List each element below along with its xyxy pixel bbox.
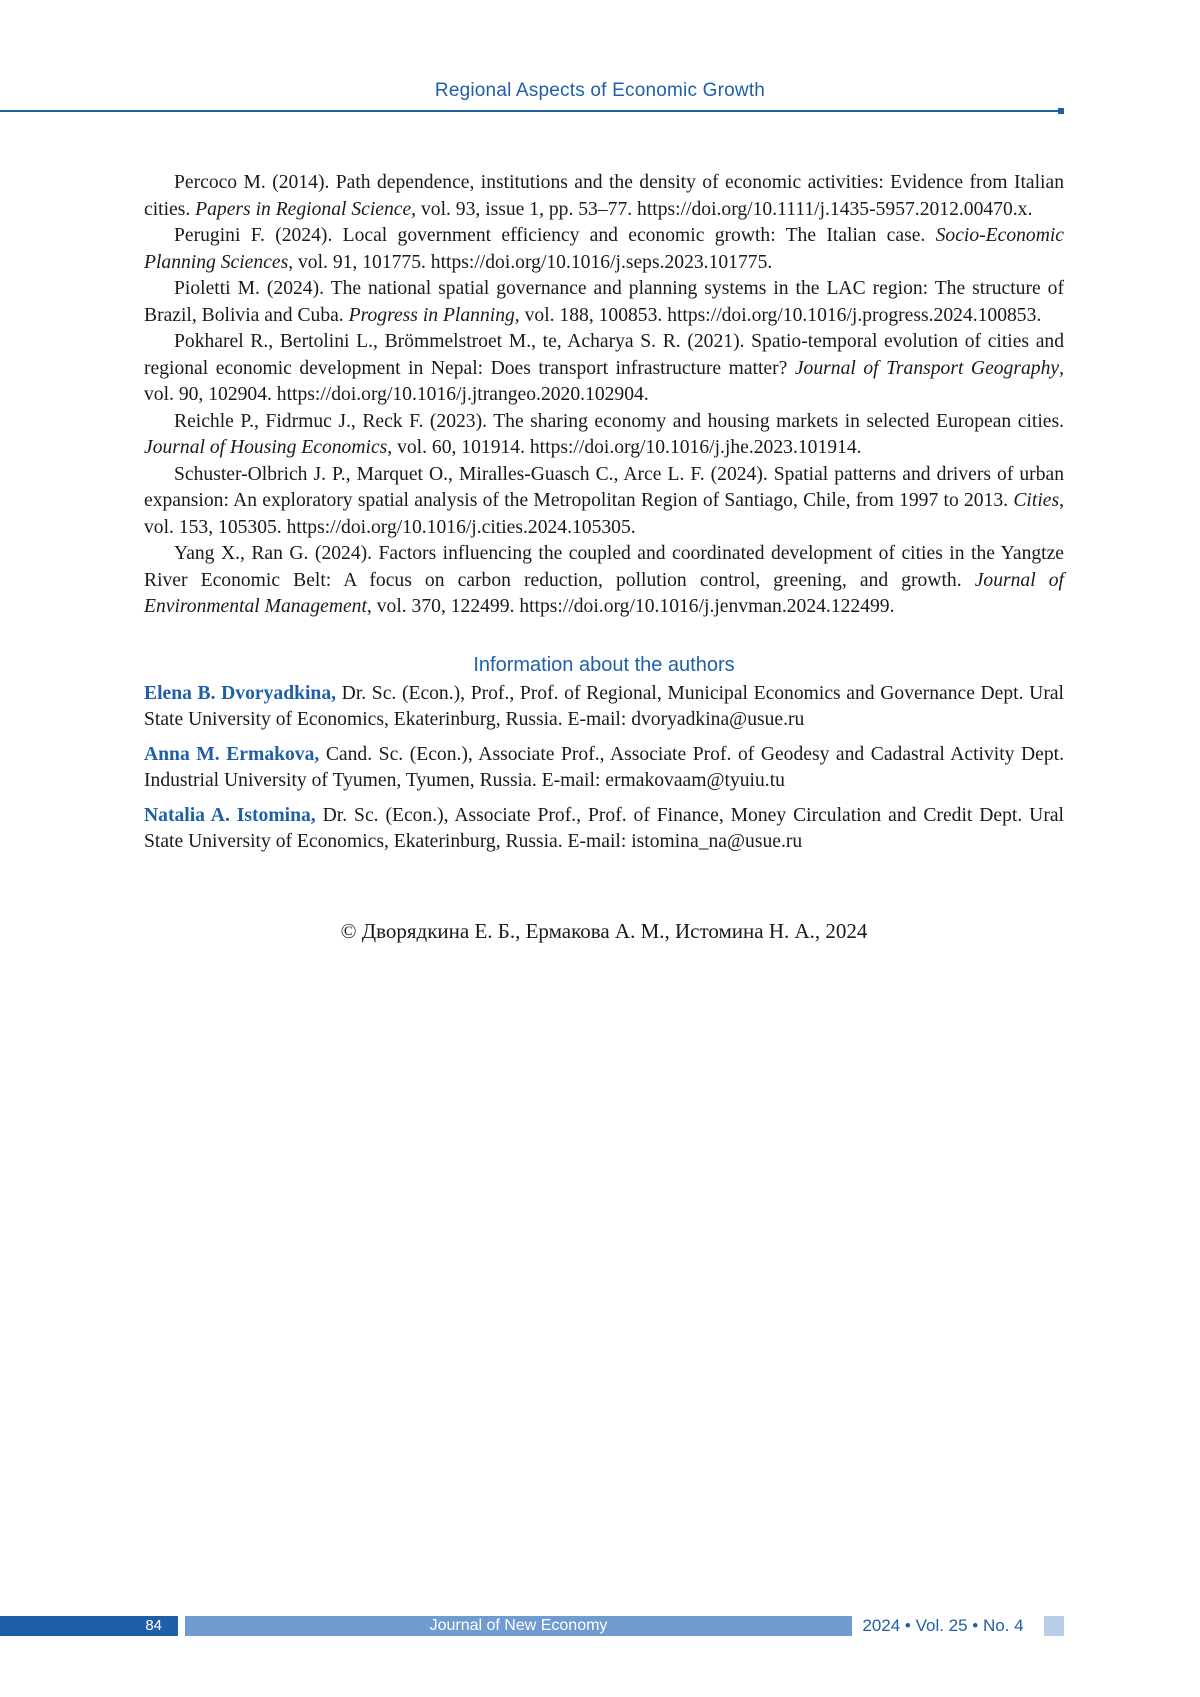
journal-name: Journal of New Economy (185, 1616, 852, 1636)
footer-marker (1044, 1616, 1064, 1636)
reference-journal: Progress in Planning (349, 305, 515, 326)
reference-journal: Journal of Environmental Management (144, 570, 1064, 618)
author-details: Dr. Sc. (Econ.), Prof., Prof. of Regional, Municipal Economics and Governance Dept. Ural State University of Economics, Ekaterinburg, Russia. E-mail: dvoryadkina@usue.ru (144, 683, 1064, 731)
page-number: 84 (0, 1616, 178, 1636)
reference-item (144, 329, 1064, 409)
reference-journal: Socio-Economic Planning Sciences (144, 225, 1064, 273)
reference-list (144, 170, 1064, 621)
reference-item (144, 541, 1064, 621)
reference-item (144, 223, 1064, 276)
reference-item (144, 170, 1064, 223)
reference-text: Percoco M. (2014). Path dependence, institutions and the density of economic activities: Evidence from Italian cities. (144, 172, 1064, 220)
author-entry (144, 681, 1064, 734)
author-details: Cand. Sc. (Econ.), Associate Prof., Associate Prof. of Geodesy and Cadastral Activity Dept. Industrial University of Tyumen, Tyumen, Russia. E-mail: ermakovaam@tyuiu.tu (144, 744, 1064, 792)
reference-text: Reichle P., Fidrmuc J., Reck F. (2023). The sharing economy and housing markets in selected European cities. (174, 411, 1064, 432)
reference-journal: Cities (1013, 490, 1059, 511)
reference-details: , vol. 90, 102904. https://doi.org/10.1016/j.jtrangeo.2020.102904. (144, 358, 1064, 406)
reference-journal: Papers in Regional Science (195, 199, 411, 220)
running-title: Regional Aspects of Economic Growth (0, 80, 1200, 102)
author-name: Anna M. Ermakova, (144, 744, 319, 765)
author-entry (144, 742, 1064, 795)
author-name: Natalia A. Istomina, (144, 805, 316, 826)
reference-details: , vol. 91, 101775. https://doi.org/10.1016/j.seps.2023.101775. (288, 252, 772, 273)
reference-item (144, 276, 1064, 329)
authors-list (144, 681, 1064, 856)
authors-heading: Information about the authors (144, 653, 1064, 677)
header-rule-marker (1058, 108, 1064, 114)
author-entry (144, 803, 1064, 856)
author-details: Dr. Sc. (Econ.), Associate Prof., Prof. of Finance, Money Circulation and Credit Dept. Ural State University of Economics, Ekaterinburg, Russia. E-mail: istomina_na@usue.ru (144, 805, 1064, 853)
reference-details: , vol. 153, 105305. https://doi.org/10.1016/j.cities.2024.105305. (144, 490, 1064, 538)
issue-info: 2024 • Vol. 25 • No. 4 (852, 1616, 1034, 1636)
page-footer (0, 1616, 1200, 1636)
header-rule (0, 110, 1058, 112)
reference-text: Perugini F. (2024). Local government efficiency and economic growth: The Italian case. (174, 225, 936, 246)
reference-text: Schuster-Olbrich J. P., Marquet O., Miralles-Guasch C., Arce L. F. (2024). Spatial patterns and drivers of urban expansion: An exploratory spatial analysis of the Metropolitan Region of Santiago, Chile, from 1997 to 2013. (144, 464, 1064, 512)
reference-details: , vol. 60, 101914. https://doi.org/10.1016/j.jhe.2023.101914. (387, 437, 861, 458)
page-content (144, 170, 1064, 944)
reference-details: , vol. 370, 122499. https://doi.org/10.1016/j.jenvman.2024.122499. (367, 596, 895, 617)
reference-journal: Journal of Housing Economics (144, 437, 387, 458)
reference-item (144, 462, 1064, 542)
reference-details: , vol. 188, 100853. https://doi.org/10.1016/j.progress.2024.100853. (515, 305, 1042, 326)
reference-text: Pokharel R., Bertolini L., Brömmelstroet M., te, Acharya S. R. (2021). Spatio-temporal evolution of cities and regional economic development in Nepal: Does transport infrastructure matter? (144, 331, 1064, 379)
copyright-notice: © Дворядкина Е. Б., Ермакова А. М., Истомина Н. А., 2024 (144, 918, 1064, 945)
author-name: Elena B. Dvoryadkina, (144, 683, 336, 704)
reference-item (144, 409, 1064, 462)
reference-details: , vol. 93, issue 1, pp. 53–77. https://doi.org/10.1111/j.1435-5957.2012.00470.x. (411, 199, 1032, 220)
reference-text: Yang X., Ran G. (2024). Factors influencing the coupled and coordinated development of cities in the Yangtze River Economic Belt: A focus on carbon reduction, pollution control, greening, and growth. (144, 543, 1064, 591)
reference-journal: Journal of Transport Geography (795, 358, 1059, 379)
reference-text: Pioletti M. (2024). The national spatial governance and planning systems in the LAC region: The structure of Brazil, Bolivia and Cuba. (144, 278, 1064, 326)
